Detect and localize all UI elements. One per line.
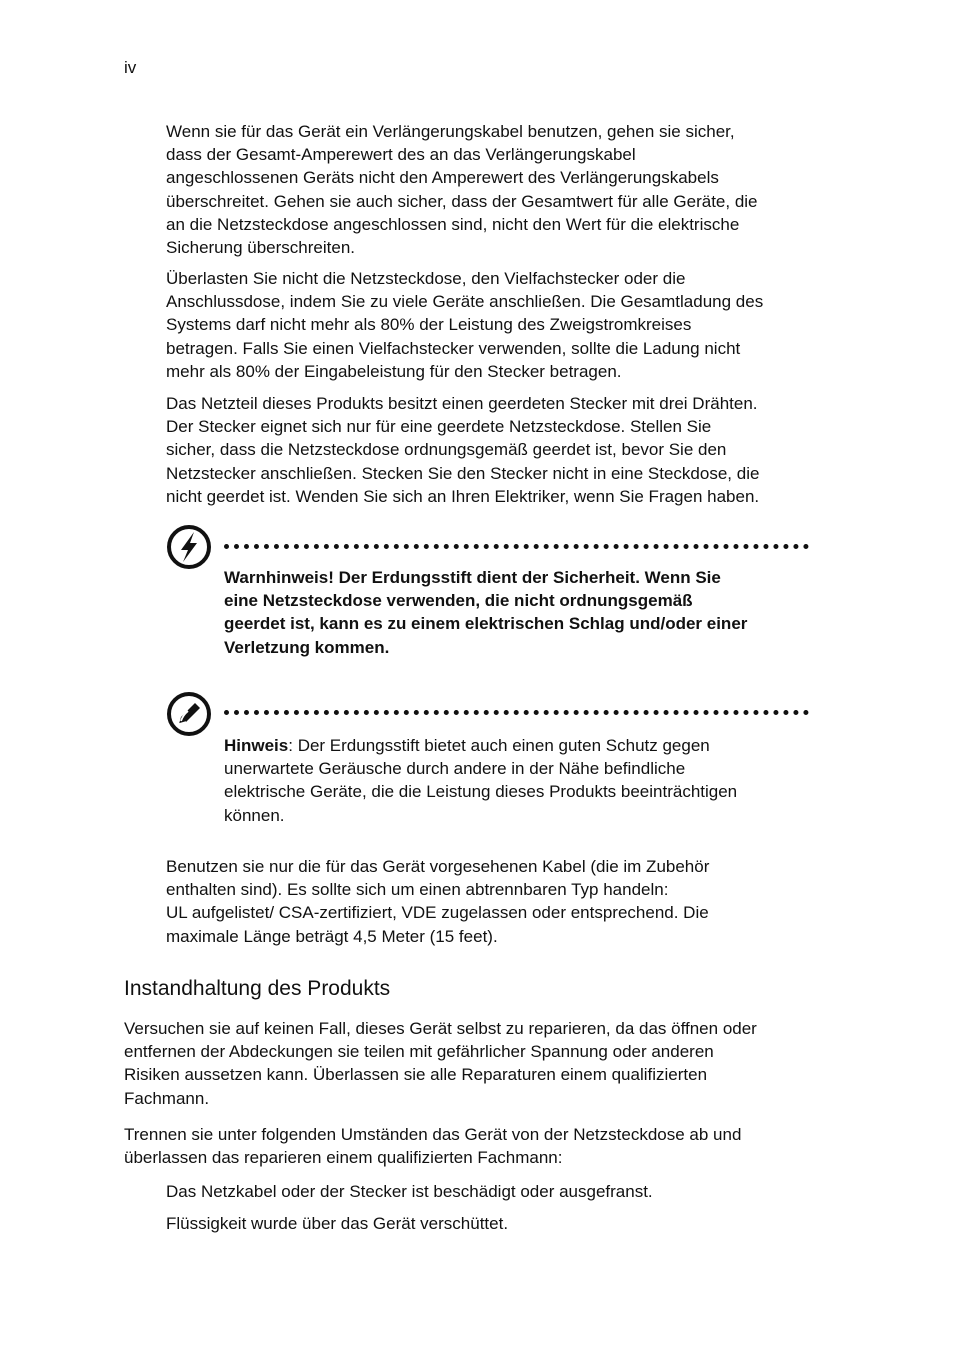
- note-divider: [224, 710, 809, 715]
- overload-paragraph: Überlasten Sie nicht die Netzsteckdose, den Vielfachstecker oder die Anschlussdose, indem Sie zu viele Geräte anschließen. Die Gesamtladung des Systems darf nicht mehr als 80% der Leistung des Zweigstromkreises betragen. Falls Sie einen Vielfachstecker verwenden, sollte die Ladung nicht mehr als 80% der Eingabeleistung für den Stecker betragen.: [166, 269, 764, 381]
- repair-warning-paragraph: Versuchen sie auf keinen Fall, dieses Gerät selbst zu reparieren, da das öffnen oder entfernen der Abdeckungen sie teilen mit gefährlicher Spannung oder anderen Risiken aussetzen kann. Überlassen sie alle Reparaturen einem qualifizierten Fachmann.: [124, 1019, 757, 1108]
- grounded-plug-paragraph: Das Netzteil dieses Produkts besitzt einen geerdeten Stecker mit drei Drähten. Der Stecker eignet sich nur für eine geerdete Netzsteckdose. Stellen Sie sicher, dass die Netzsteckdose ordnungsgemäß geerdet ist, bevor Sie den Netzstecker anschließen. Stecken Sie den Stecker nicht in eine Steckdose, die nicht geerdet ist. Wenden Sie sich an Ihren Elektriker, wenn Sie Fragen haben.: [166, 394, 760, 506]
- cable-paragraph: Benutzen sie nur die für das Gerät vorgesehenen Kabel (die im Zubehör enthalten sind). Es sollte sich um einen abtrennbaren Typ handeln: UL aufgelistet/ CSA-zertifiziert, VDE zugelassen oder entsprechend. Die maximale Länge beträgt 4,5 Meter (15 feet).: [166, 857, 710, 946]
- note-text: [224, 734, 824, 827]
- note-body: : Der Erdungsstift bietet auch einen guten Schutz gegen unerwartete Geräusche durch andere in der Nähe befindliche elektrische Geräte, die die Leistung dieses Produkts beeinträchtigen können.: [224, 736, 738, 825]
- pen-note-icon: [166, 691, 212, 737]
- condition-item: Flüssigkeit wurde über das Gerät verschüttet.: [166, 1214, 509, 1233]
- extension-cable-paragraph: Wenn sie für das Gerät ein Verlängerungskabel benutzen, gehen sie sicher, dass der Gesamt-Amperewert des an das Verlängerungskabel angeschlossenen Geräts nicht den Amperewert des Verlängerungskabels überschreitet. Gehen sie auch sicher, dass der Gesamtwert für alle Geräte, die an die Netzsteckdose angeschlossen sind, nicht den Wert für die elektrische Sicherung überschreiten.: [166, 122, 758, 258]
- maintenance-heading: Instandhaltung des Produkts: [124, 977, 391, 1000]
- disconnect-paragraph: Trennen sie unter folgenden Umständen das Gerät von der Netzsteckdose ab und überlassen das reparieren einem qualifizierten Fachmann:: [124, 1125, 742, 1168]
- warning-divider: [224, 544, 809, 549]
- lightning-warning-icon: [166, 524, 212, 570]
- note-label: Hinweis: [224, 736, 289, 755]
- page-number: iv: [124, 58, 137, 77]
- condition-item: Das Netzkabel oder der Stecker ist beschädigt oder ausgefranst.: [166, 1182, 653, 1201]
- warning-text: Warnhinweis! Der Erdungsstift dient der Sicherheit. Wenn Sie eine Netzsteckdose verwenden, die nicht ordnungsgemäß geerdet ist, kann es zu einem elektrischen Schlag und/oder einer Verletzung kommen.: [224, 568, 748, 657]
